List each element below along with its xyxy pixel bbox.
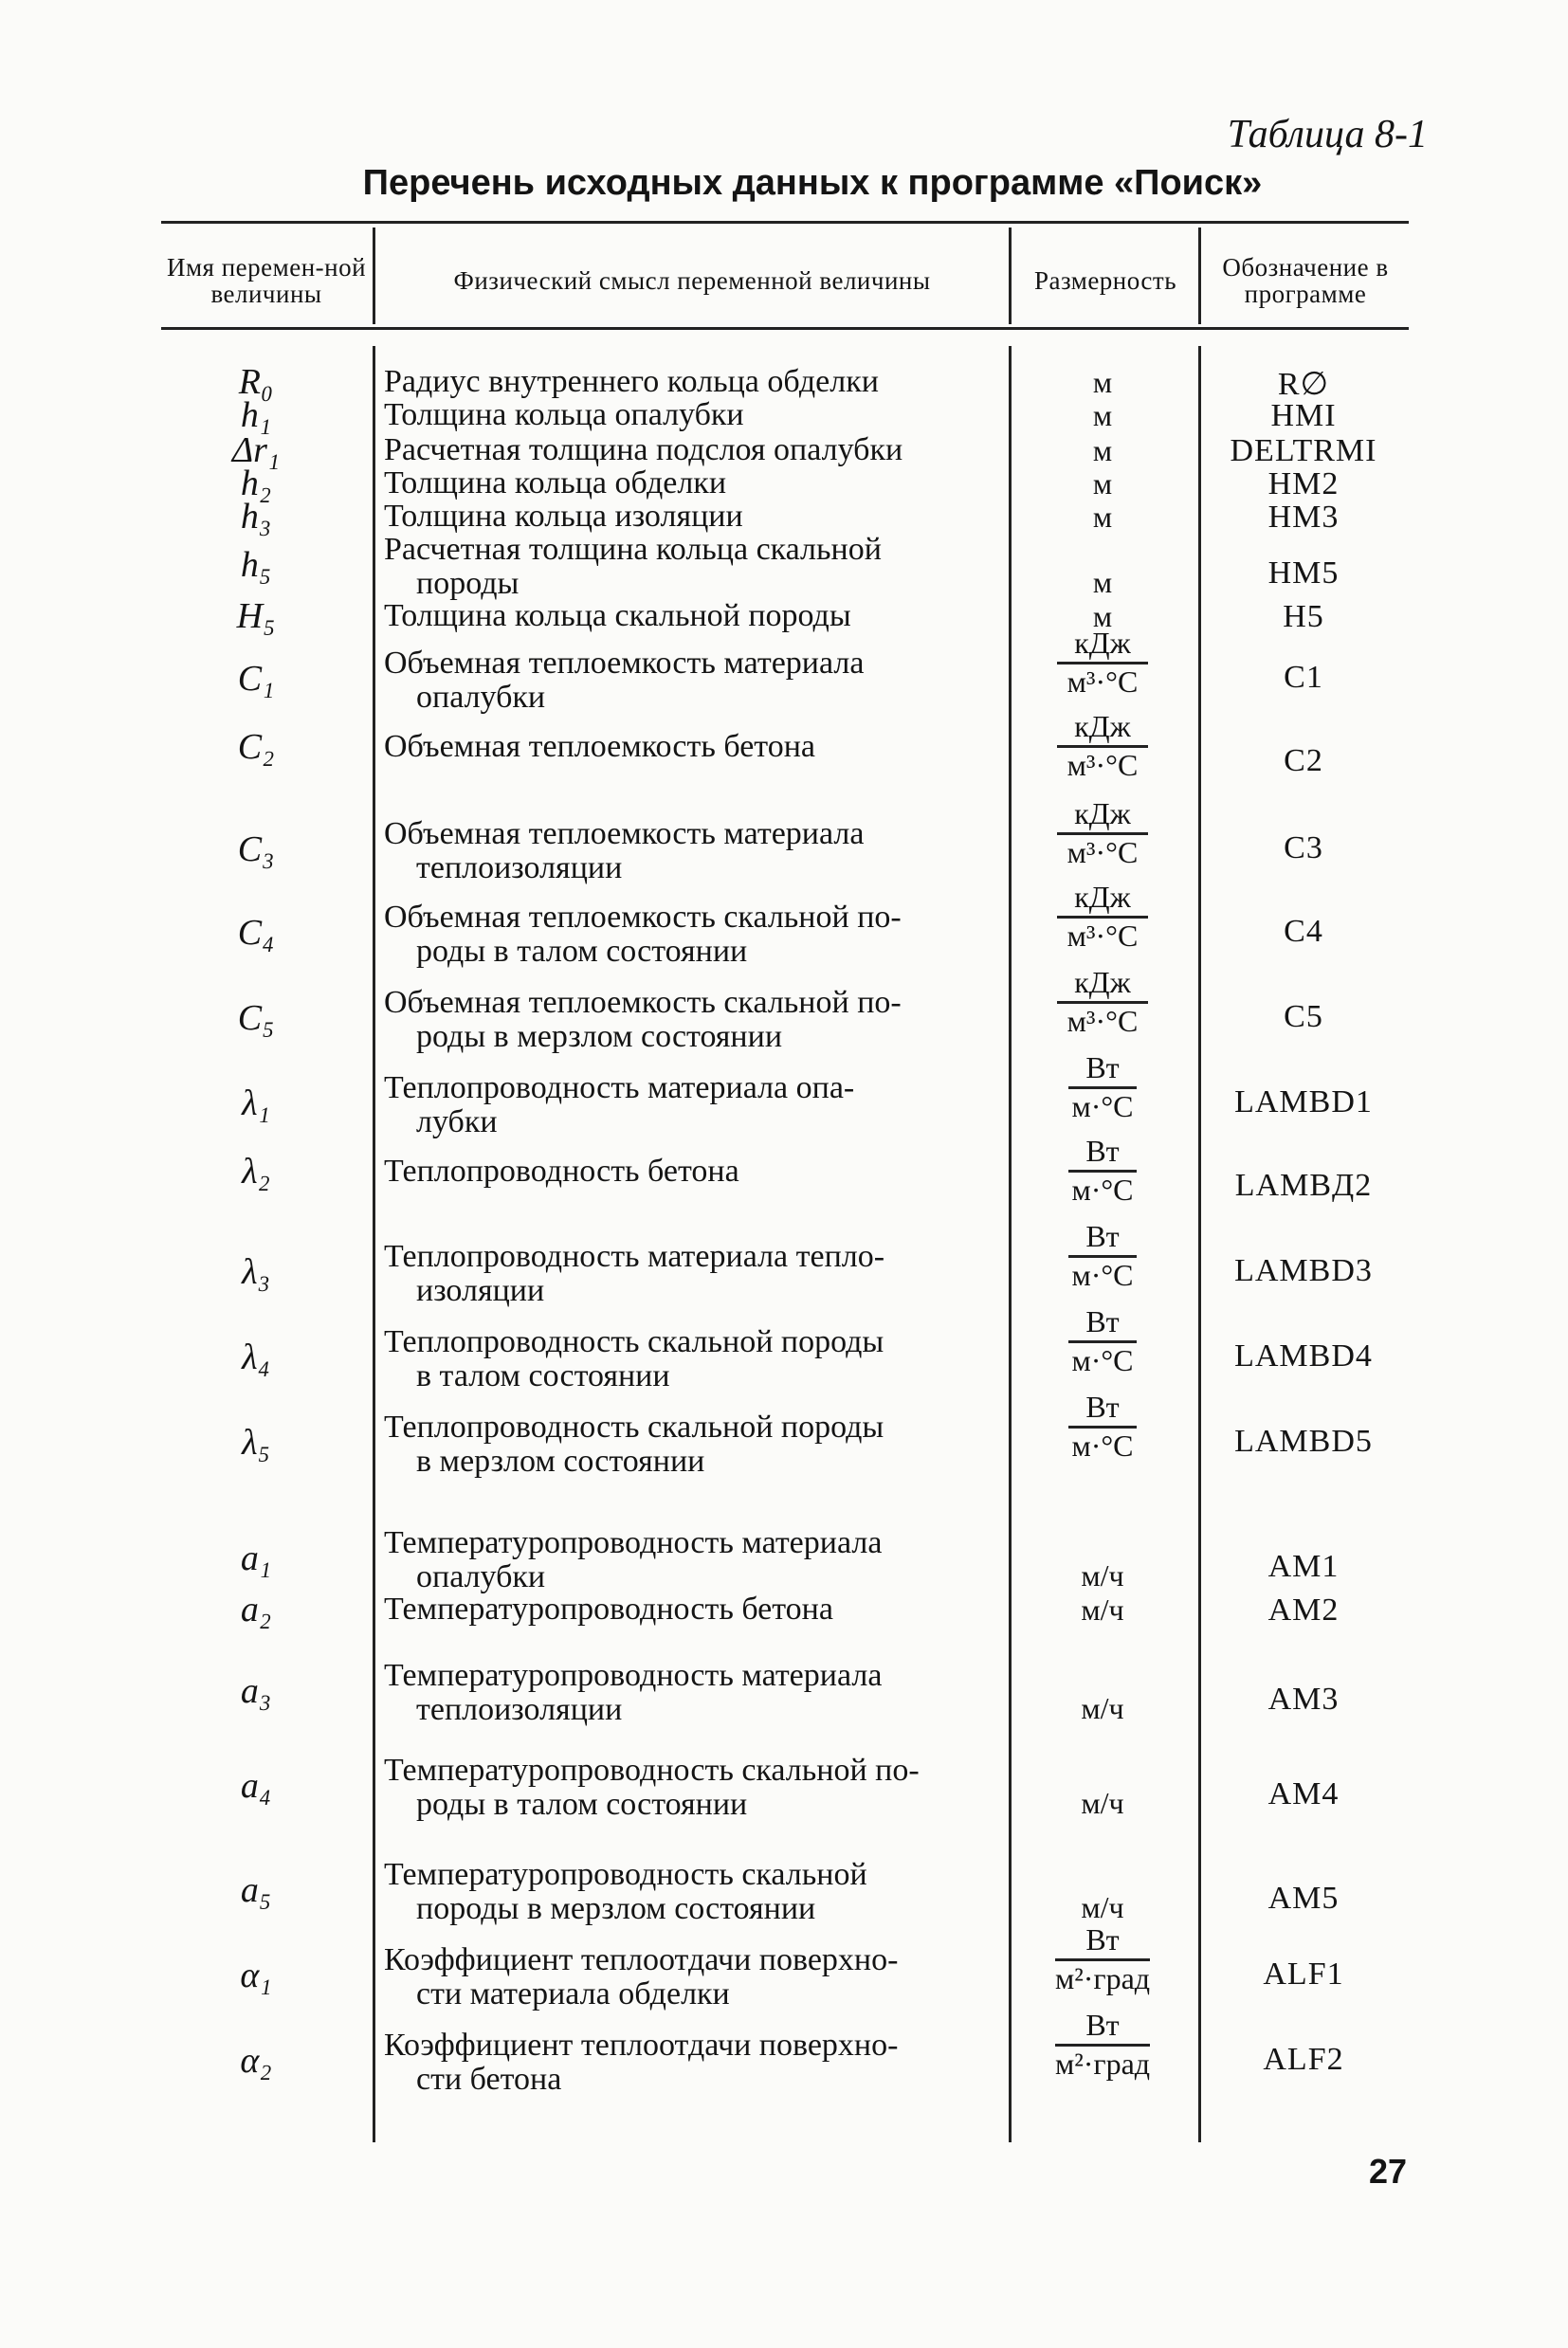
variable-unit: м (1092, 466, 1113, 501)
variable-unit: м (1092, 565, 1113, 599)
header-divider-3 (1198, 228, 1201, 324)
description-line-1: Объемная теплоемкость скальной по- (384, 985, 902, 1020)
description-line-1: Теплопроводность скальной породы (384, 1410, 884, 1445)
header-code: Обозначение в программе (1222, 252, 1389, 308)
unit-denominator: м²·град (1054, 1960, 1151, 1995)
variable-symbol: C₄ (237, 913, 275, 953)
header-meaning: Физический смысл переменной величины (453, 265, 931, 295)
variable-symbol: α₂ (240, 2041, 272, 2081)
description-line-1: Температуропроводность материала (384, 1525, 883, 1560)
description-line-1: Теплопроводность скальной породы (384, 1324, 884, 1359)
description-line-1: Расчетная толщина кольца скальной (384, 532, 882, 567)
program-code: C2 (1284, 743, 1323, 778)
description-line-1: Толщина кольца изоляции (384, 499, 743, 534)
unit-numerator: кДж (1057, 798, 1147, 835)
description-line-1: Радиус внутреннего кольца обделки (384, 364, 879, 399)
table-top-rule (161, 221, 1409, 224)
description-line-2: роды в мерзлом состоянии (416, 1019, 783, 1054)
description-line-2: роды в талом состоянии (416, 1787, 748, 1822)
unit-denominator: м²·град (1054, 2046, 1151, 2081)
program-code: HM2 (1267, 466, 1340, 501)
variable-unit (1014, 798, 1191, 870)
page-title: Перечень исходных данных к программе «Поиск» (362, 163, 1263, 203)
variable-description (384, 646, 1000, 715)
description-line-2: породы (416, 566, 520, 601)
variable-symbol: C₃ (237, 829, 275, 869)
unit-fraction (1068, 1052, 1136, 1122)
program-code: LAMBD1 (1234, 1084, 1373, 1119)
program-code: HMI (1270, 398, 1337, 433)
variable-description (384, 1240, 1000, 1308)
variable-description (384, 1858, 1000, 1926)
variable-unit: м/ч (1081, 1890, 1124, 1924)
page-number: 27 (1368, 2152, 1407, 2191)
description-line-2: изоляции (416, 1273, 545, 1308)
unit-numerator: кДж (1057, 628, 1147, 664)
description-line-1: Температуропроводность скальной (384, 1857, 867, 1892)
variable-description (384, 398, 1000, 432)
unit-fraction (1068, 1306, 1136, 1376)
variable-symbol: λ₃ (242, 1252, 270, 1292)
variable-description (384, 1659, 1000, 1727)
variable-symbol: a₄ (240, 1766, 272, 1806)
variable-unit (1014, 711, 1191, 783)
variable-description (384, 1943, 1000, 2011)
unit-fraction (1057, 967, 1147, 1037)
unit-denominator: м·°С (1071, 1172, 1134, 1207)
body-divider-2 (1009, 346, 1012, 2142)
variable-symbol: C₂ (237, 727, 275, 767)
variable-unit: м (1092, 365, 1113, 399)
description-line-1: Объемная теплоемкость материала (384, 646, 865, 681)
description-line-1: Температуропроводность бетона (384, 1592, 833, 1627)
description-line-1: Теплопроводность бетона (384, 1154, 739, 1189)
program-code: C1 (1284, 660, 1323, 695)
variable-symbol: α₁ (240, 1956, 272, 1995)
variable-unit: м/ч (1081, 1691, 1124, 1725)
variable-unit (1014, 1392, 1191, 1464)
variable-description (384, 730, 1000, 764)
variable-symbol: C₁ (237, 659, 275, 699)
variable-unit: м/ч (1081, 1558, 1124, 1593)
unit-numerator: Вт (1068, 1136, 1136, 1173)
variable-description (384, 1754, 1000, 1822)
program-code: AM2 (1267, 1593, 1340, 1628)
program-code: C5 (1284, 999, 1323, 1034)
variable-unit: м (1092, 599, 1113, 633)
variable-description (384, 599, 1000, 633)
program-code: DELTRMI (1230, 433, 1377, 468)
variable-unit (1014, 1924, 1191, 1996)
program-code: HM5 (1267, 555, 1340, 591)
variable-description (384, 1593, 1000, 1627)
unit-numerator: кДж (1057, 967, 1147, 1004)
variable-symbol: a₃ (240, 1671, 272, 1711)
unit-denominator: м·°С (1071, 1342, 1134, 1377)
program-code: H5 (1283, 599, 1324, 634)
unit-denominator: м·°С (1071, 1257, 1134, 1292)
unit-fraction (1055, 2010, 1150, 2080)
unit-denominator: м·°С (1071, 1088, 1134, 1123)
variable-unit (1014, 1221, 1191, 1293)
variable-description (384, 2029, 1000, 2097)
header-divider-1 (373, 228, 375, 324)
variable-symbol: λ₁ (242, 1083, 270, 1123)
variable-description (384, 1071, 1000, 1139)
variable-symbol: h₃ (240, 497, 272, 537)
description-line-1: Коэффициент теплоотдачи поверхно- (384, 1942, 899, 1977)
program-code: AM4 (1267, 1776, 1340, 1811)
description-line-2: в мерзлом состоянии (416, 1444, 705, 1479)
variable-description (384, 1526, 1000, 1594)
variable-unit: м (1092, 433, 1113, 467)
program-code: AM1 (1267, 1549, 1340, 1584)
description-line-1: Толщина кольца опалубки (384, 397, 744, 432)
description-line-2: лубки (416, 1104, 498, 1139)
variable-unit: м/ч (1081, 1786, 1124, 1820)
description-line-1: Толщина кольца скальной породы (384, 598, 851, 633)
description-line-1: Объемная теплоемкость материала (384, 816, 865, 851)
variable-symbol: λ₂ (242, 1152, 270, 1192)
description-line-1: Коэффициент теплоотдачи поверхно- (384, 2028, 899, 2063)
variable-description (384, 1155, 1000, 1189)
program-code: LAMBD5 (1234, 1424, 1373, 1459)
variable-unit (1014, 1306, 1191, 1378)
unit-fraction (1057, 798, 1147, 868)
description-line-1: Расчетная толщина подслоя опалубки (384, 432, 903, 467)
unit-fraction (1055, 1924, 1150, 1994)
program-code: C3 (1284, 830, 1323, 865)
table-caption: Таблица 8-1 (1227, 113, 1428, 156)
unit-denominator: м³·°С (1067, 834, 1139, 869)
variable-symbol: H₅ (236, 596, 276, 636)
description-line-1: Температуропроводность материала (384, 1658, 883, 1693)
variable-unit (1014, 1052, 1191, 1124)
program-code: AM3 (1267, 1682, 1340, 1717)
program-code: AM5 (1267, 1881, 1340, 1916)
unit-fraction (1068, 1221, 1136, 1291)
unit-numerator: Вт (1055, 2010, 1150, 2047)
description-line-1: Толщина кольца обделки (384, 465, 727, 501)
variable-description (384, 500, 1000, 534)
variable-unit: м (1092, 500, 1113, 534)
variable-description (384, 433, 1000, 467)
variable-description (384, 901, 1000, 969)
unit-denominator: м³·°С (1067, 918, 1139, 953)
description-line-2: сти материала обделки (416, 1976, 730, 2011)
description-line-1: Теплопроводность материала тепло- (384, 1239, 885, 1274)
header-divider-2 (1009, 228, 1012, 324)
description-line-2: сти бетона (416, 2062, 562, 2097)
header-name: Имя перемен-ной величины (166, 252, 367, 308)
variable-symbol: a₂ (240, 1590, 272, 1629)
description-line-1: Объемная теплоемкость скальной по- (384, 900, 902, 935)
variable-description (384, 466, 1000, 501)
description-line-2: в талом состоянии (416, 1358, 670, 1393)
unit-fraction (1057, 711, 1147, 781)
description-line-1: Температуропроводность скальной по- (384, 1753, 920, 1788)
program-code: R∅ (1277, 367, 1330, 402)
program-code: LAMBD3 (1234, 1253, 1373, 1288)
variable-unit (1014, 967, 1191, 1039)
header-unit: Размерность (1033, 265, 1177, 295)
unit-fraction (1057, 882, 1147, 952)
variable-description (384, 1411, 1000, 1479)
unit-numerator: кДж (1057, 711, 1147, 748)
variable-description (384, 533, 1000, 601)
unit-numerator: Вт (1068, 1221, 1136, 1258)
description-line-2: теплоизоляции (416, 1692, 623, 1727)
unit-fraction (1057, 628, 1147, 698)
program-code: ALF2 (1263, 2042, 1344, 2077)
variable-symbol: h₁ (240, 395, 272, 435)
unit-numerator: Вт (1068, 1052, 1136, 1089)
description-line-1: Объемная теплоемкость бетона (384, 729, 815, 764)
unit-denominator: м·°С (1071, 1428, 1134, 1463)
body-divider-1 (373, 346, 375, 2142)
variable-symbol: h₅ (240, 545, 272, 585)
variable-unit: м/ч (1081, 1593, 1124, 1627)
unit-fraction (1068, 1392, 1136, 1462)
variable-symbol: λ₄ (242, 1338, 270, 1377)
variable-description (384, 817, 1000, 885)
unit-numerator: кДж (1057, 882, 1147, 919)
program-code: LAMBD4 (1234, 1338, 1373, 1374)
description-line-2: роды в талом состоянии (416, 934, 748, 969)
variable-unit (1014, 1136, 1191, 1208)
variable-symbol: Δr₁ (231, 430, 281, 470)
unit-numerator: Вт (1055, 1924, 1150, 1961)
variable-description (384, 986, 1000, 1054)
program-code: LAMBД2 (1234, 1168, 1373, 1203)
table-header-rule (161, 327, 1409, 330)
variable-symbol: C₅ (237, 998, 275, 1038)
unit-numerator: Вт (1068, 1392, 1136, 1429)
variable-description (384, 1325, 1000, 1393)
variable-description (384, 365, 1000, 399)
description-line-2: опалубки (416, 680, 546, 715)
program-code: ALF1 (1263, 1957, 1344, 1992)
variable-unit: м (1092, 398, 1113, 432)
unit-denominator: м³·°С (1067, 664, 1139, 699)
program-code: HM3 (1267, 500, 1340, 535)
description-line-2: породы в мерзлом состоянии (416, 1891, 816, 1926)
program-code: C4 (1284, 914, 1323, 949)
description-line-2: теплоизоляции (416, 850, 623, 885)
variable-symbol: λ₅ (242, 1423, 270, 1463)
variable-unit (1014, 882, 1191, 954)
variable-unit (1014, 2010, 1191, 2082)
variable-symbol: h₂ (240, 464, 272, 503)
unit-numerator: Вт (1068, 1306, 1136, 1343)
description-line-2: опалубки (416, 1559, 546, 1594)
unit-denominator: м³·°С (1067, 1003, 1139, 1038)
variable-symbol: a₁ (240, 1538, 272, 1578)
unit-fraction (1068, 1136, 1136, 1206)
variable-symbol: R₀ (238, 362, 274, 402)
description-line-1: Теплопроводность материала опа- (384, 1070, 855, 1105)
body-divider-3 (1198, 346, 1201, 2142)
unit-denominator: м³·°С (1067, 747, 1139, 782)
variable-symbol: a₅ (240, 1870, 272, 1910)
variable-unit (1014, 628, 1191, 700)
